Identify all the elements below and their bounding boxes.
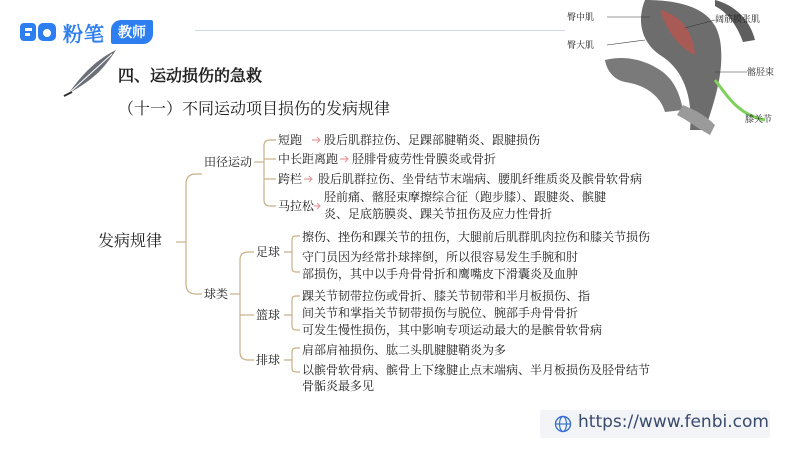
mindmap-item-text-line: 可发生慢性损伤，其中影响专项运动最大的是髌骨软骨病: [302, 323, 603, 337]
mindmap-item-text-line: 擦伤、挫伤和踝关节的扭伤，大腿前后肌群肌肉拉伤和膝关节损伤: [302, 230, 651, 244]
mindmap-item-label: 中长距离跑: [278, 152, 339, 166]
anatomy-label: 臀中肌: [567, 13, 595, 23]
mindmap-item-text-line: 间关节和掌指关节韧带损伤与脱位、腕部手舟骨骨折: [302, 306, 579, 320]
mindmap-item-text-line: 胫前痛、髂胫束摩擦综合征（跑步膝）、跟腱炎、髌腱: [324, 190, 607, 204]
globe-icon: [554, 415, 572, 433]
anatomy-label: 臀大肌: [567, 41, 595, 51]
brand-name: 粉笔: [63, 21, 105, 46]
section-subheading: （十一）不同运动项目损伤的发病规律: [118, 99, 391, 118]
mindmap-item-text-line: 踝关节韧带拉伤或骨折、膝关节韧带和半月板损伤、指: [302, 289, 591, 303]
mindmap-item-text-line: 骨骺炎最多见: [302, 379, 375, 393]
mindmap-item-text-line: 守门员因为经常扑球摔倒，所以很容易发生手腕和肘: [302, 250, 579, 264]
mindmap-group-label: 田径运动: [204, 155, 253, 169]
section-heading: 四、运动损伤的急救: [118, 66, 263, 85]
mindmap-item-label: 马拉松: [278, 199, 315, 213]
mindmap-item-text: 股后肌群拉伤、足踝部腱鞘炎、跟腱损伤: [324, 133, 541, 147]
mindmap-item-label: 短跑: [278, 133, 303, 147]
mindmap-item-text-line: 炎、足底筋膜炎、踝关节扭伤及应力性骨折: [324, 207, 553, 221]
mindmap-root: 发病规律: [98, 231, 163, 250]
anatomy-label: 阔筋膜张肌: [715, 15, 761, 25]
mindmap-item-text-line: 部损伤，其中以手舟骨骨折和鹰嘴皮下滑囊炎及血肿: [302, 267, 579, 281]
mindmap-item-label: 跨栏: [278, 172, 303, 186]
mindmap-item-text: 股后肌群拉伤、坐骨结节末端病、腰肌纤维质炎及髌骨软骨病: [318, 172, 643, 186]
mindmap-item-text: 胫腓骨疲劳性骨膜炎或骨折: [352, 152, 497, 166]
mindmap-item-text-line: 以髌骨软骨病、髌骨上下缘腱止点末端病、半月板损伤及胫骨结节: [302, 363, 651, 377]
mindmap-item-label: 篮球: [256, 308, 281, 322]
anatomy-label: 膝关节: [745, 115, 773, 125]
mindmap-item-text-line: 肩部肩袖损伤、肱二头肌腱腱鞘炎为多: [302, 343, 507, 357]
mindmap-item-label: 足球: [256, 245, 281, 259]
brand-badge: 教师: [111, 20, 153, 44]
anatomy-label: 髂胫束: [747, 68, 775, 78]
footer-url[interactable]: https://www.fenbi.com: [578, 412, 769, 432]
mindmap-group-label: 球类: [204, 287, 229, 301]
mindmap-item-label: 排球: [256, 353, 281, 367]
